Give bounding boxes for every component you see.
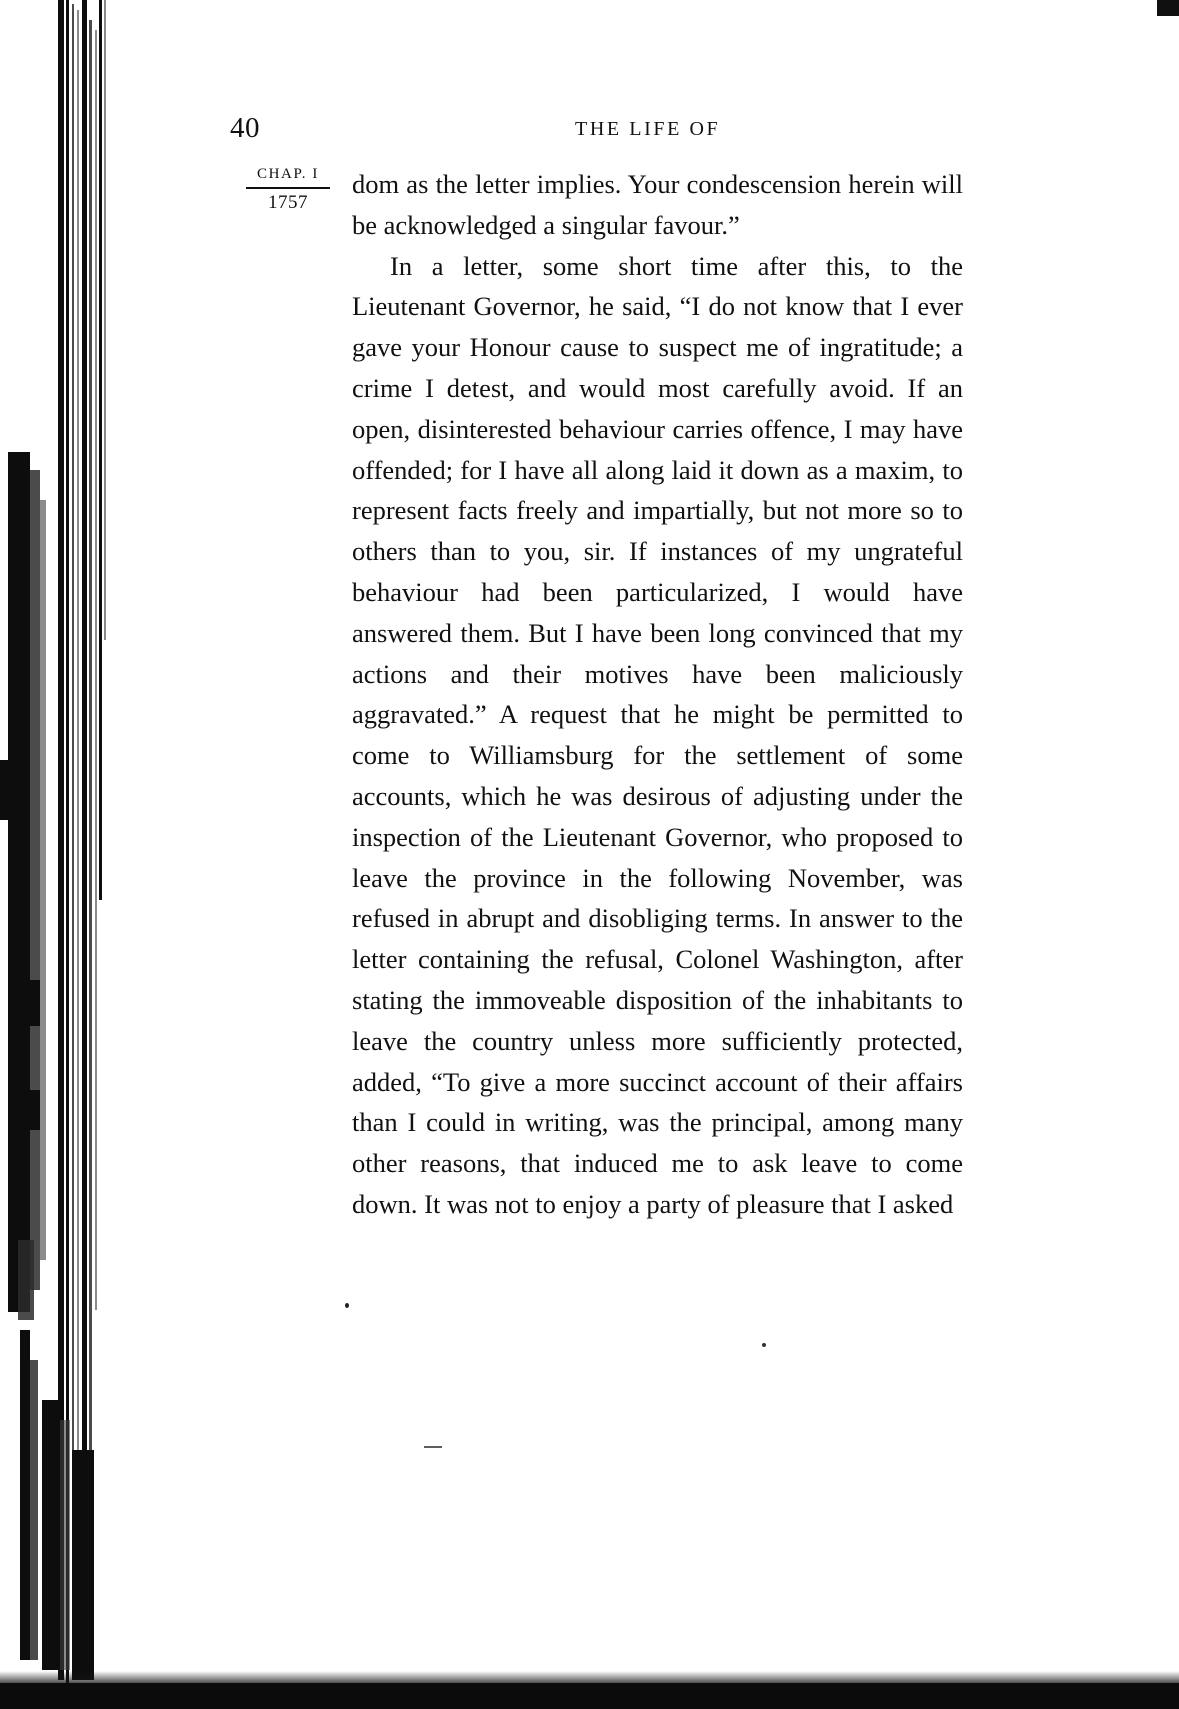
ink-speck xyxy=(345,1303,349,1308)
scan-corner-artifact xyxy=(1157,0,1179,16)
ink-speck xyxy=(762,1343,766,1347)
ink-smudge xyxy=(424,1446,442,1448)
marginal-note xyxy=(238,166,338,214)
paragraph-letter: In a letter, some short time after this, to the Lieutenant Governor, he said, “I do not know that I ever gave your Honour cause to suspect me of ingratitude; a crime I detest, and would most carefully avoid. If an open, disinterested behaviour carries offence, I may have offended; for I have all along laid it down as a maxim, to represent facts freely and impartially, but not more so to others than to you, sir. If instances of my ungrateful behaviour had been particularized, I would have answered them. But I have been long convinced that my actions and their motives have been maliciously aggravated.” A request that he might be permitted to come to Williamsburg for the settlement of some accounts, which he was desirous of adjusting under the inspection of the Lieutenant Governor, who proposed to leave the province in the following November, was refused in abrupt and disobliging terms. In answer to the letter containing the refusal, Colonel Washington, after stating the immoveable disposition of the inhabitants to leave the country unless more sufficiently protected, added, “To give a more succinct account of their affairs than I could in writing, was the principal, among many other reasons, that induced me to ask leave to come down. It was not to enjoy a party of pleasure that I asked xyxy=(352,250,963,1219)
scan-bottom-fade xyxy=(0,1671,1179,1683)
chapter-label: CHAP. I xyxy=(256,166,320,182)
running-head: THE LIFE OF xyxy=(575,118,721,140)
page-number: 40 xyxy=(230,112,260,144)
sidenote-divider xyxy=(246,187,330,189)
scan-bottom-edge xyxy=(0,1683,1179,1709)
year-label: 1757 xyxy=(268,192,308,213)
page-header xyxy=(230,112,965,142)
paragraph-continued: dom as the letter implies. Your condescension herein will be acknowledged a singular favour.” xyxy=(352,169,963,240)
body-text xyxy=(352,164,963,1225)
